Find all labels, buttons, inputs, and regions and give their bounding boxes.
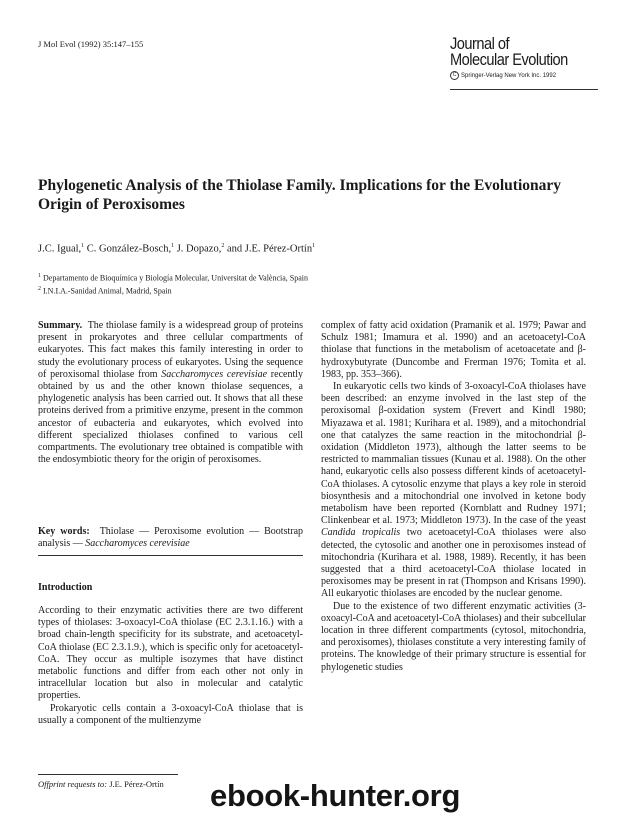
copyright-text: Springer-Verlag New York Inc. 1992 <box>461 73 557 80</box>
abstract-label: Summary. <box>38 320 83 331</box>
watermark: ebook-hunter.org <box>210 778 618 814</box>
author-affiliation-mark: 2 <box>221 243 225 249</box>
paragraph: In eukaryotic cells two kinds of 3-oxoacyl-CoA thiolases have been described: an enzyme involved in the last step of the peroxisomal β-oxidation system (Frevert and Kindl 1980; Miyazawa et al. 1981; Kurihara et al. 1989), and a mitochondrial one that catalyzes the same reaction in the mitochondrial β-oxidation (Middleton 1973), although the latter seems to be restricted to mammalian tissues (Kunau et al. 1988). On the other hand, eukaryotic cells also possess different kinds of acetoacetyl-CoA thiolases. A cytosolic enzyme that plays a key role in steroid biosynthesis and a mitochondrial one involved in ketone body metabolism have been reported (Kornblatt and Rudney 1971; Clinkenbear et al. 1973; Middleton 1973). In the case of the yeast Candida tropicalis two acetoacetyl-CoA thiolases were also detected, the cytosolic and another one in peroxisomes instead of mitochondria (Kurihara et al. 1988, 1989). Recently, it has been suggested that a third acetoacetyl-CoA thiolase located in peroxisomes may be present in rat (Thompson and Krisans 1990). All eukaryotic thiolases are encoded by the nuclear genome. <box>321 381 586 600</box>
keywords-label: Key words: <box>38 526 90 537</box>
copyright-notice <box>450 71 600 80</box>
paragraph: Prokaryotic cells contain a 3-oxoacyl-CoA thiolase that is usually a component of the multienzyme <box>38 702 303 726</box>
footnote-divider <box>38 774 178 775</box>
keywords-divider <box>38 555 303 556</box>
keywords: Key words: Thiolase — Peroxisome evolution — Bootstrap analysis — Saccharomyces cerevisiae <box>38 526 304 550</box>
author-name: J. Dopazo, <box>174 243 222 255</box>
introduction-body <box>38 605 303 727</box>
paragraph: complex of fatty acid oxidation (Pramanik et al. 1979; Pawar and Schulz 1981; Imamura et al. 1990) and an acetoacetyl-CoA thiolase that functions in the metabolism of acetoacetate and β-hydroxybutyrate (Duncombe and Frerman 1976; Tomita et al. 1983, pp. 353–366). <box>321 320 586 380</box>
author-name: J.C. Igual, <box>38 243 82 255</box>
author-name: C. González-Bosch, <box>84 243 172 255</box>
right-column-body <box>321 320 586 674</box>
header-divider <box>450 89 598 90</box>
journal-citation: J Mol Evol (1992) 35:147–155 <box>38 39 144 49</box>
author-affiliation-mark: 1 <box>171 243 175 249</box>
affiliations <box>38 271 598 296</box>
offprint-note: Offprint requests to: J.E. Pérez-Ortín <box>38 779 164 789</box>
journal-name-line1: Journal of <box>450 34 510 53</box>
paragraph: Due to the existence of two different enzymatic activities (3-oxoacyl-CoA and acetoacetyl-CoA thiolases) and their subcellular location in three different compartments (cytosol, mitochondria, and peroxisomes), thiolases constitute a very interesting family of proteins. The knowledge of their primary structure is essential for phylogenetic studies <box>321 600 586 673</box>
author-affiliation-mark: 1 <box>81 243 85 249</box>
journal-logo <box>450 36 600 80</box>
paragraph: According to their enzymatic activities there are two different types of thiolases: 3-oxoacyl-CoA thiolase (EC 2.3.1.16.) with a broad chain-length specificity for its substrate, and acetoacetyl-CoA thiolase (EC 2.3.1.9.), which is specific only for acetoacetyl-CoA. They occur as multiple isozymes that have distinct metabolic functions and differ from each other not only in intracellular location but also in molecular and catalytic properties. <box>38 605 303 702</box>
affiliation-item: $^1$ Departamento de Bioquímica y Biología Molecular, Universitat de València, Spain <box>38 273 309 283</box>
section-heading-introduction: Introduction <box>38 582 93 593</box>
abstract: Summary. The thiolase family is a widespread group of proteins present in prokaryotes and three cellular compartments of eukaryotes. This fact makes this family interesting in order to study the evolutionary process of eukaryotes. Using the sequence of peroxisomal thiolase from Saccharomyces cerevisiae recently obtained by us and the other known thiolase sequences, a phylogenetic analysis has been carried out. It shows that all these proteins derived from a primitive enzyme, present in the common ancestor of eubacteria and eukaryotes, which evolved into different specialized thiolases confined to various cell compartments. The evolutionary tree obtained is compatible with the endosymbiotic theory for the origin of peroxisomes. <box>38 320 304 466</box>
author-list <box>38 243 598 255</box>
affiliation-item: $^2$ I.N.I.A.-Sanidad Animal, Madrid, Spain <box>38 285 172 296</box>
author-name: and J.E. Pérez-Ortín <box>224 243 313 255</box>
author-affiliation-mark: 1 <box>312 243 316 249</box>
journal-name-line2: Molecular Evolution <box>450 50 568 69</box>
copyright-icon: C <box>450 71 459 80</box>
article-title: Phylogenetic Analysis of the Thiolase Family. Implications for the Evolutionary Origin of Peroxisomes <box>38 177 562 213</box>
